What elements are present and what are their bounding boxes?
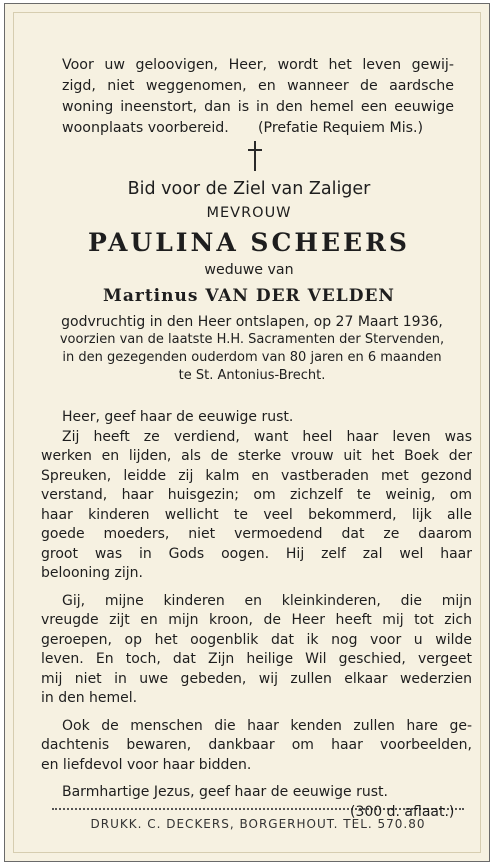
prayer-line-1: Voor uw geloovigen, Heer, wordt het leven gewij- <box>62 57 454 73</box>
p2-line-3: geroepen, op het oogenblik dat ik nog voor u wilde <box>41 631 472 648</box>
p1-line-5: verstand, haar huisgezin; om zichzelf te weinig, om <box>41 487 472 503</box>
latin-cross-icon <box>248 141 262 171</box>
indulgence-note: (300 d. aflaat.) <box>350 804 455 820</box>
p1-line-6: haar kinderen wellicht te veel bekommerd, lijk alle <box>41 506 472 523</box>
closing-prayer: Barmhartige Jezus, geef haar de eeuwige rust. <box>62 784 388 800</box>
p2-line-1: Gij, mijne kinderen en kleinkinderen, die mijn <box>62 592 472 609</box>
prayer-line-3: woning ineenstort, dan is in den hemel een eeuwige <box>62 99 454 115</box>
p1-line-4: Spreuken, leidde zij kalm en vastberaden met gezond <box>41 467 472 484</box>
p1-line-1: Heer, geef haar de eeuwige rust. <box>62 409 294 425</box>
title-mevrouw: MEVROUW <box>206 205 292 221</box>
relation-line: weduwe van <box>204 262 294 278</box>
p2-line-2: vreugde zijt en mijn kroon, de Heer heeft mij tot zich <box>41 612 472 628</box>
p1-line-2: Zij heeft ze verdiend, want heel haar leven was <box>62 428 472 445</box>
p2-line-4: leven. En toch, dat Zijn heilige Wil geschied, vergeet <box>41 651 472 667</box>
notice-line-2: voorzien van de laatste H.H. Sacramenten der Stervenden, <box>59 332 445 347</box>
p3-line-3: en liefdevol voor haar bidden. <box>41 756 252 773</box>
p1-line-8: groot was in Gods oogen. Hij zelf zal wel haar <box>41 545 472 562</box>
p3-line-1: Ook de menschen die haar kenden zullen hare ge- <box>62 717 472 734</box>
p2-line-6: in den hemel. <box>41 690 138 706</box>
p3-line-2: dachtenis bewaren, dankbaar om haar voorbeelden, <box>41 737 472 753</box>
husband-name: Martinus VAN DER VELDEN <box>103 286 395 306</box>
p1-line-9: belooning zijn. <box>41 565 143 581</box>
notice-place: te St. Antonius-Brecht. <box>178 368 326 383</box>
deceased-name: PAULINA SCHEERS <box>88 228 410 257</box>
prayer-line-2: zigd, niet weggenomen, en wanneer de aardsche <box>62 78 454 94</box>
p1-line-7: goede moeders, niet vermoedend dat ze daarom <box>41 526 472 542</box>
prayer-line-4: woonplaats voorbereid. <box>62 120 229 136</box>
bid-line: Bid voor de Ziel van Zaliger <box>127 179 371 199</box>
notice-line-1: godvruchtig in den Heer ontslapen, op 27 Maart 1936, <box>61 314 443 330</box>
notice-line-3: in den gezegenden ouderdom van 80 jaren en 6 maanden <box>62 350 442 365</box>
printer-footer: DRUKK. C. DECKERS, BORGERHOUT. TEL. 570.80 <box>90 817 426 831</box>
p2-line-5: mij niet in uwe gebeden, wij zullen elkaar wederzien <box>41 670 472 687</box>
prayer-source: (Prefatie Requiem Mis.) <box>258 120 424 136</box>
p1-line-3: werken en lijden, als de sterke vrouw uit het Boek der <box>41 448 472 464</box>
